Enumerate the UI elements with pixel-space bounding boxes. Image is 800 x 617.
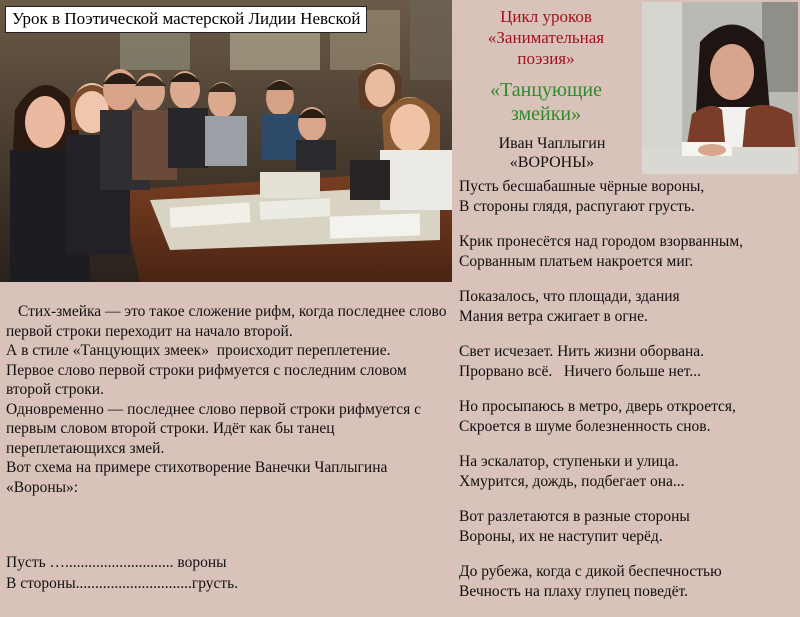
poem-author: Иван Чаплыгин [498,135,606,152]
poem-stanza [459,507,799,547]
rhyme-scheme [6,552,238,594]
classroom-photo-illustration [0,0,452,282]
poem-text [459,177,799,617]
poem-line: Вот разлетаются в разные стороны [459,508,690,525]
poem-line: Крик пронесётся над городом взорванным, [459,233,744,250]
poem-title: «ВОРОНЫ» [509,154,595,171]
explanation-paragraph: Первое слово первой строки рифмуется с последним словом второй строки. [6,361,407,398]
poem-line: На эскалатор, ступеньки и улица. [459,453,679,470]
poem-stanza [459,397,799,437]
poem-line: Но просыпаюсь в метро, дверь откроется, [459,398,736,415]
cycle-title-line: Цикл уроков [500,7,592,26]
explanation-paragraph: Вот схема на примере стихотворение Ванечки Чаплыгина «Вороны»: [6,459,388,496]
poem-line: До рубежа, когда с дикой беспечностью [459,563,722,580]
poem-stanza [459,562,799,602]
poem-line: Свет исчезает. Нить жизни оборвана. [459,343,705,360]
teacher-photo [642,2,798,174]
photo-caption: Урок в Поэтической мастерской Лидии Невской [5,6,367,33]
cycle-title [462,6,630,69]
poem-stanza [459,232,799,272]
poem-line: Показалось, что площади, здания [459,288,680,305]
poem-line: Сорванным платьем накроется миг. [459,253,694,270]
cycle-title-line: поэзия» [517,49,575,68]
poem-line: Вороны, их не наступит черёд. [459,528,663,545]
poem-heading [462,134,642,172]
poem-line: В стороны глядя, распугают грусть. [459,198,695,215]
explanation-paragraph: Одновременно — последнее слово первой строки рифмуется с первым словом второй строки. Идёт как бы танец переплетающихся змей. [6,400,422,457]
scheme-line: Пусть …............................ вороны [6,554,227,571]
scheme-line: В стороны..............................грусть. [6,575,239,592]
poem-line: Вечность на плаху глупец поведёт. [459,583,688,600]
teacher-photo-illustration [642,2,798,174]
explanation-paragraph: А в стиле «Танцующих змеек» происходит переплетение. [6,342,391,359]
poem-stanza [459,177,799,217]
poem-line: Хмурится, дождь, подбегает она... [459,473,685,490]
poem-stanza [459,452,799,492]
poem-line: Скроется в шуме болезненность снов. [459,418,711,435]
classroom-photo [0,0,452,282]
poem-line: Пусть бесшабашные чёрные вороны, [459,178,705,195]
poem-line: Прорвано всё. Ничего больше нет... [459,363,701,380]
lesson-title [462,78,630,126]
cycle-title-line: «Занимательная [487,28,605,47]
poem-stanza [459,287,799,327]
poem-line: Мания ветра сжигает в огне. [459,308,648,325]
poem-stanza [459,342,799,382]
lesson-title-line: «Танцующие [490,79,602,101]
explanation-text [6,302,450,497]
explanation-paragraph: Стих-змейка — это такое сложение рифм, когда последнее слово первой строки переходит на начало второй. [6,303,447,340]
lesson-title-line: змейки» [510,103,582,125]
